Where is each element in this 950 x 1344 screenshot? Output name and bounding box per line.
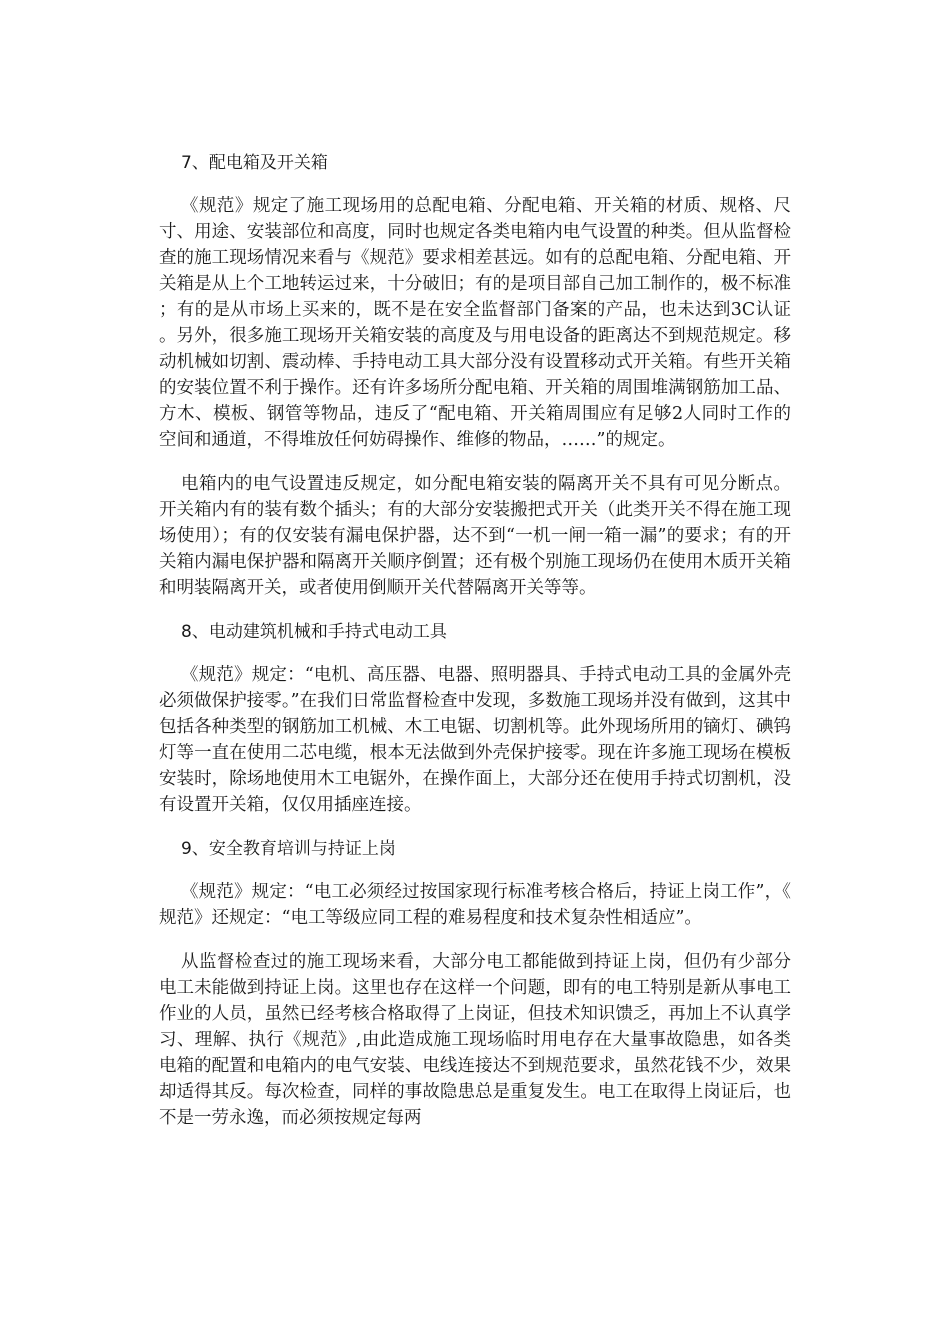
section-heading: 8、电动建筑机械和手持式电动工具 [181, 622, 447, 642]
section-heading: 7、配电箱及开关箱 [181, 153, 328, 173]
paragraph: 《规范》规定：“电工必须经过按国家现行标准考核合格后，持证上岗工作”，《规范》还规定：“电工等级应同工程的难易程度和技术复杂性相适应”。 [159, 882, 791, 928]
section-8 [159, 619, 791, 818]
paragraph: 从监督检查过的施工现场来看，大部分电工都能做到持证上岗，但仍有少部分电工未能做到持证上岗。这里也存在这样一个问题，即有的电工特别是新从事电工作业的人员，虽然已经考核合格取得了上岗证，但技术知识馈乏，再加上不认真学习、理解、执行《规范》,由此造成施工现场临时用电存在大量事故隐患，如各类电箱的配置和电箱内的电气安装、电线连接达不到规范要求，虽然花钱不少，效果却适得其反。每次检查，同样的事故隐患总是重复发生。电工在取得上岗证后，也不是一劳永逸，而必须按规定每两 [159, 952, 791, 1128]
section-9 [159, 836, 791, 1131]
paragraph: 《规范》规定：“电机、高压器、电器、照明器具、手持式电动工具的金属外壳必须做保护接零。”在我们日常监督检查中发现，多数施工现场并没有做到，这其中包括各种类型的钢筋加工机械、木工电锯、切割机等。此外现场所用的镝灯、碘钨灯等一直在使用二芯电缆，根本无法做到外壳保护接零。现在许多施工现场在模板安装时，除场地使用木工电锯外，在操作面上，大部分还在使用手持式切割机，没有设置开关箱，仅仅用插座连接。 [159, 665, 791, 815]
document-body [159, 150, 791, 1149]
paragraph: 电箱内的电气设置违反规定，如分配电箱安装的隔离开关不具有可见分断点。开关箱内有的装有数个插头；有的大部分安装搬把式开关（此类开关不得在施工现场使用）；有的仅安装有漏电保护器，达不到“一机一闸一箱一漏”的要求；有的开关箱内漏电保护器和隔离开关顺序倒置；还有极个别施工现场仍在使用木质开关箱和明装隔离开关，或者使用倒顺开关代替隔离开关等等。 [159, 474, 791, 598]
section-heading: 9、安全教育培训与持证上岗 [181, 839, 396, 859]
section-7 [159, 150, 791, 601]
paragraph: 《规范》规定了施工现场用的总配电箱、分配电箱、开关箱的材质、规格、尺寸、用途、安装部位和高度，同时也规定各类电箱内电气设置的种类。但从监督检查的施工现场情况来看与《规范》要求相差甚远。如有的总配电箱、分配电箱、开关箱是从上个工地转运过来，十分破旧；有的是项目部自己加工制作的，极不标准；有的是从市场上买来的，既不是在安全监督部门备案的产品，也未达到3C认证。另外，很多施工现场开关箱安装的高度及与用电设备的距离达不到规范规定。移动机械如切割、震动棒、手持电动工具大部分没有设置移动式开关箱。有些开关箱的安装位置不利于操作。还有许多场所分配电箱、开关箱的周围堆满钢筋加工品、方木、模板、钢管等物品，违反了“配电箱、开关箱周围应有足够2人同时工作的空间和通道，不得堆放任何妨碍操作、维修的物品，……”的规定。 [159, 196, 791, 450]
